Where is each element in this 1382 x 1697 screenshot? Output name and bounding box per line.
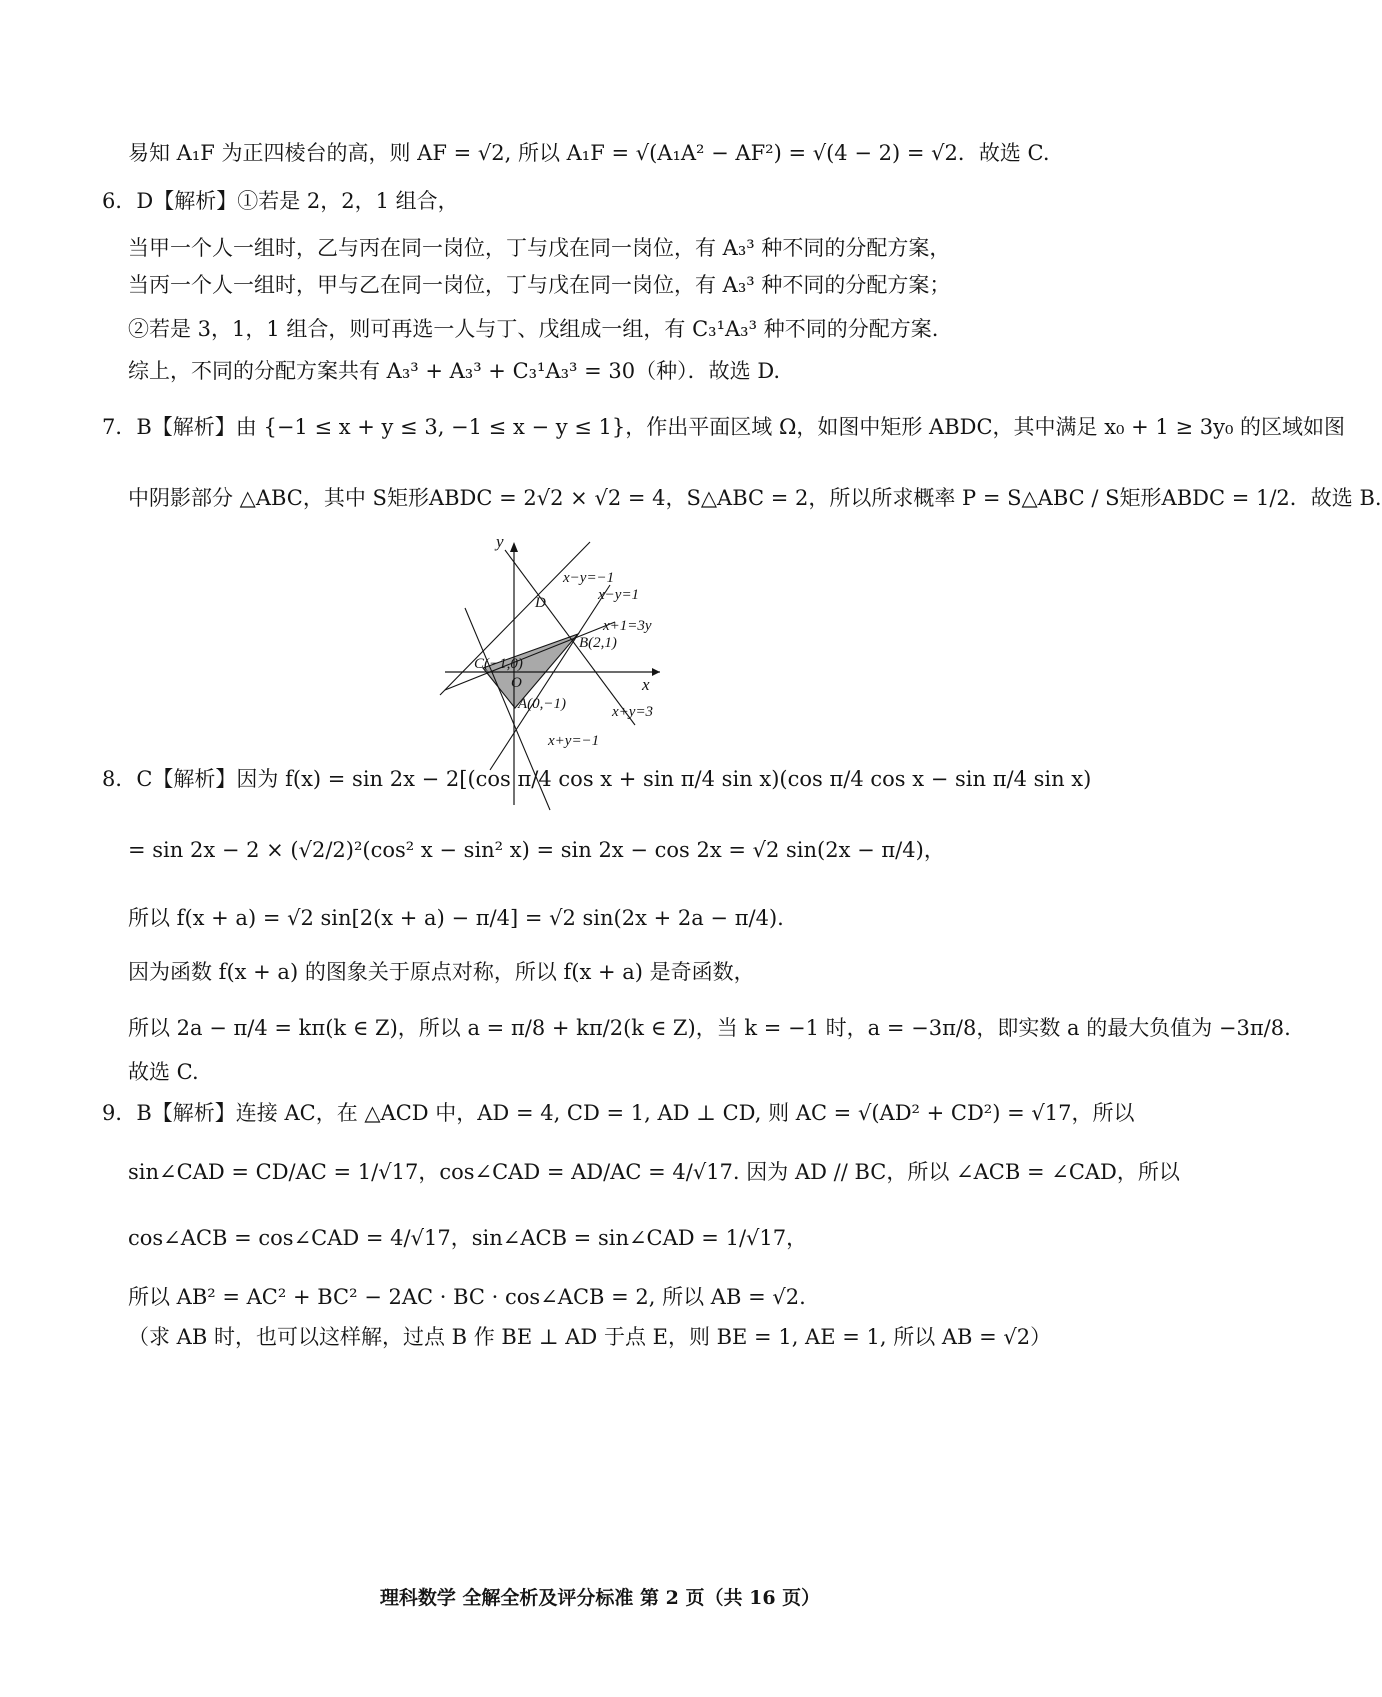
text-line: 故选 C.: [128, 1060, 199, 1084]
text-line: ②若是 3，1，1 组合，则可再选一人与丁、戊组成一组，有 C₃¹A₃³ 种不同的分配方案.: [128, 317, 939, 341]
label-x-plus-y-neg1: x+y=−1: [548, 733, 600, 749]
point-d-label: D: [535, 595, 546, 611]
question-8-header: 8．C【解析】因为 f(x) = sin 2x − 2[(cos π/4 cos x + sin π/4 sin x)(cos π/4 cos x − sin π/4 sin x): [102, 767, 1092, 791]
x-axis-label: x: [642, 675, 650, 694]
label-x-plus-y-3: x+y=3: [612, 704, 654, 720]
question-6-header: 6．D【解析】①若是 2，2，1 组合，: [102, 189, 459, 213]
text-line: 当甲一个人一组时，乙与丙在同一岗位，丁与戊在同一岗位，有 A₃³ 种不同的分配方案，: [128, 236, 951, 260]
question-7-header: 7．B【解析】由 {−1 ≤ x + y ≤ 3, −1 ≤ x − y ≤ 1}，作出平面区域 Ω，如图中矩形 ABDC，其中满足 x₀ + 1 ≥ 3y₀ 的区域如图: [102, 415, 1346, 439]
text-line: 综上，不同的分配方案共有 A₃³ + A₃³ + C₃¹A₃³ = 30（种）．故选 D.: [128, 359, 781, 383]
text-line: sin∠CAD = CD/AC = 1/√17，cos∠CAD = AD/AC = 4/√17. 因为 AD // BC，所以 ∠ACB = ∠CAD，所以: [128, 1160, 1180, 1184]
text-line: 所以 f(x + a) = √2 sin[2(x + a) − π/4] = √2 sin(2x + 2a − π/4).: [128, 906, 784, 930]
text-line: 所以 2a − π/4 = kπ(k ∈ Z)，所以 a = π/8 + kπ/2(k ∈ Z)，当 k = −1 时，a = −3π/8，即实数 a 的最大负值为 −3π/8.: [128, 1016, 1291, 1040]
question-9-header: 9．B【解析】连接 AC，在 △ACD 中，AD = 4, CD = 1, AD ⊥ CD, 则 AC = √(AD² + CD²) = √17，所以: [102, 1101, 1135, 1125]
x-axis-arrow: [652, 668, 660, 676]
text-line: = sin 2x − 2 × (√2/2)²(cos² x − sin² x) = sin 2x − cos 2x = √2 sin(2x − π/4)，: [128, 838, 945, 862]
page-footer: 理科数学 全解全析及评分标准 第 2 页（共 16 页）: [379, 1587, 821, 1609]
point-c-label: C(−1,0): [474, 656, 523, 672]
text-line: 中阴影部分 △ABC，其中 S矩形ABDC = 2√2 × √2 = 4，S△ABC = 2，所以所求概率 P = S△ABC / S矩形ABDC = 1/2．故选 B.: [128, 486, 1382, 510]
y-axis-arrow: [510, 542, 518, 552]
label-x-minus-y-neg1: x−y=−1: [563, 570, 615, 586]
text-line: cos∠ACB = cos∠CAD = 4/√17，sin∠ACB = sin∠CAD = 1/√17，: [128, 1226, 808, 1250]
text-line: 因为函数 f(x + a) 的图象关于原点对称，所以 f(x + a) 是奇函数，: [128, 960, 755, 984]
label-x-plus-1-3y: x+1=3y: [603, 618, 652, 634]
point-a-label: A(0,−1): [518, 696, 567, 712]
text-line: 易知 A₁F 为正四棱台的高，则 AF = √2, 所以 A₁F = √(A₁A² − AF²) = √(4 − 2) = √2．故选 C.: [128, 141, 1050, 165]
text-line: （求 AB 时，也可以这样解，过点 B 作 BE ⊥ AD 于点 E，则 BE = 1, AE = 1, 所以 AB = √2）: [128, 1325, 1052, 1349]
text-line: 所以 AB² = AC² + BC² − 2AC · BC · cos∠ACB = 2, 所以 AB = √2.: [128, 1285, 806, 1309]
label-x-minus-y-1: x−y=1: [598, 587, 640, 603]
point-b-label: B(2,1): [579, 635, 617, 651]
y-axis-label: y: [496, 532, 504, 551]
origin-label: O: [511, 675, 522, 691]
text-line: 当丙一个人一组时，甲与乙在同一岗位，丁与戊在同一岗位，有 A₃³ 种不同的分配方案；: [128, 273, 951, 297]
